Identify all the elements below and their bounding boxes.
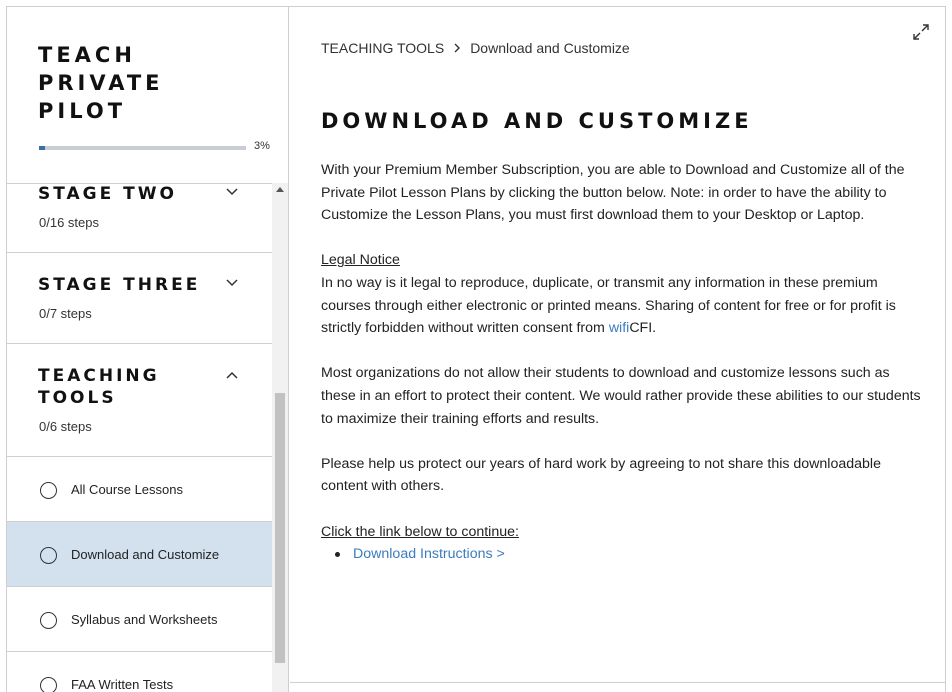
course-window — [6, 6, 946, 692]
lesson-body — [321, 159, 921, 566]
teaching-tools-section[interactable] — [7, 344, 272, 457]
breadcrumb-current: Download and Customize — [470, 40, 630, 56]
lesson-label: Syllabus and Worksheets — [71, 612, 218, 627]
stage-title: TEACHING TOOLS — [38, 366, 160, 408]
lesson-label: FAA Written Tests — [71, 677, 174, 692]
progress-percent: 3% — [254, 140, 270, 152]
course-title[interactable]: TEACH PRIVATE PILOT — [38, 43, 164, 123]
expand-fullscreen-icon[interactable] — [911, 22, 931, 42]
incomplete-circle-icon — [40, 612, 57, 629]
legal-notice-block — [321, 249, 921, 339]
legal-notice-heading: Legal Notice — [321, 252, 400, 269]
protect-paragraph: Please help us protect our years of hard work by agreeing to not share this downloadable content with others. — [321, 455, 881, 495]
link-list — [335, 543, 921, 566]
stage-steps-count: 0/7 steps — [39, 306, 92, 321]
page-title: DOWNLOAD AND CUSTOMIZE — [321, 109, 753, 133]
download-instructions-link[interactable]: Download Instructions > — [353, 546, 505, 563]
lesson-label: All Course Lessons — [71, 482, 183, 497]
chevron-down-icon[interactable] — [225, 187, 239, 197]
stage-list — [7, 183, 272, 692]
incomplete-circle-icon — [40, 547, 57, 564]
chevron-up-icon[interactable] — [225, 370, 239, 380]
incomplete-circle-icon — [40, 482, 57, 499]
progress-fill — [39, 146, 45, 150]
stage-title: STAGE TWO — [38, 184, 177, 204]
intro-paragraph: With your Premium Member Subscription, you are able to Download and Customize all of the Private Pilot Lesson Plans by clicking the button below. Note: in order to have the ability to Customize the Lesson Plans, you must first download them to your Desktop or Laptop. — [321, 162, 905, 224]
sidebar-scrollbar[interactable] — [272, 183, 288, 692]
lesson-item-download-and-customize[interactable] — [7, 522, 272, 587]
stage-title: STAGE THREE — [38, 275, 201, 295]
list-item — [335, 543, 921, 566]
lesson-label: Download and Customize — [71, 547, 220, 562]
chevron-down-icon[interactable] — [225, 278, 239, 288]
breadcrumb-parent-link[interactable]: TEACHING TOOLS — [321, 40, 445, 56]
stage-steps-count: 0/6 steps — [39, 419, 92, 434]
course-sidebar — [7, 7, 289, 692]
lesson-item-syllabus-and-worksheets[interactable] — [7, 587, 272, 652]
scroll-up-arrow-icon[interactable] — [276, 187, 284, 192]
stage-steps-count: 0/16 steps — [39, 215, 99, 230]
stage-two-section[interactable] — [7, 183, 272, 253]
wifi-link[interactable]: wifi — [608, 320, 630, 337]
legal-text-end: CFI. — [629, 320, 657, 337]
progress-bar — [39, 146, 246, 150]
continue-label: Click the link below to continue: — [321, 523, 519, 540]
chevron-right-icon — [452, 42, 462, 54]
lesson-content — [290, 7, 945, 683]
breadcrumb — [321, 40, 630, 56]
scrollbar-thumb[interactable] — [275, 393, 285, 663]
stage-three-section[interactable] — [7, 253, 272, 344]
lesson-item-faa-written-tests[interactable] — [7, 652, 272, 692]
incomplete-circle-icon — [40, 677, 57, 692]
legal-text: In no way is it legal to reproduce, duplicate, or transmit any information in these premium courses through either electronic or printed means. Sharing of content for free or for profit is strictly forbidden without written consent from — [321, 274, 896, 337]
organizations-paragraph: Most organizations do not allow their students to download and customize lessons such as these in an effort to protect their content. We would rather provide these abilities to our students to maximize their training efforts and results. — [321, 365, 921, 427]
lesson-item-all-course-lessons[interactable] — [7, 457, 272, 522]
